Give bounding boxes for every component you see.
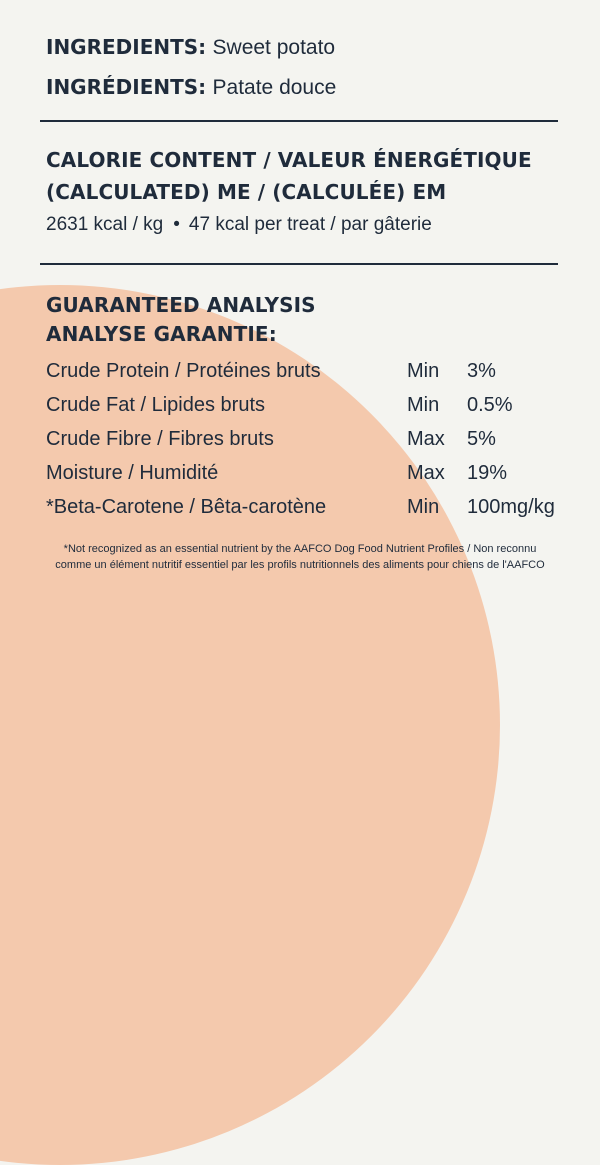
nutrient-name: Moisture / Humidité: [46, 462, 219, 484]
ingredients-french: [46, 75, 336, 100]
calorie-per-kg: 2631 kcal / kg: [46, 214, 164, 235]
nutrient-amount: 3%: [467, 360, 496, 382]
nutrient-amount: 0.5%: [467, 394, 513, 416]
calorie-values: [46, 214, 432, 236]
ingredients-value-fr: Patate douce: [212, 76, 337, 99]
section-divider: [40, 263, 558, 265]
ingredients-english: [46, 35, 335, 60]
nutrient-amount: 19%: [467, 462, 508, 484]
footnote-line2: comme un élément nutritif essentiel par les profils nutritionnels des aliments pour chiens de l'AAFCO: [55, 559, 545, 571]
calorie-per-treat: 47 kcal per treat / par gâterie: [188, 214, 432, 235]
analysis-heading-line2: ANALYSE GARANTIE:: [46, 322, 277, 346]
nutrient-min-max: Min: [407, 496, 440, 518]
nutrient-amount: 100mg/kg: [467, 496, 555, 518]
nutrient-min-max: Max: [407, 428, 445, 450]
ingredients-value-en: Sweet potato: [212, 36, 336, 59]
footnote: [20, 541, 580, 573]
calorie-heading-line2: (CALCULATED) ME / (CALCULÉE) EM: [46, 180, 447, 204]
ingredients-label-en: INGREDIENTS:: [46, 35, 207, 59]
nutrient-name: Crude Fat / Lipides bruts: [46, 394, 265, 416]
nutrient-name: *Beta-Carotene / Bêta-carotène: [46, 496, 327, 518]
analysis-heading-line1: GUARANTEED ANALYSIS: [46, 293, 316, 317]
nutrient-name: Crude Fibre / Fibres bruts: [46, 428, 274, 450]
footnote-line1: *Not recognized as an essential nutrient by the AAFCO Dog Food Nutrient Profiles / Non reconnu: [63, 543, 537, 555]
nutrient-amount: 5%: [467, 428, 496, 450]
nutrient-min-max: Min: [407, 394, 440, 416]
ingredients-label-fr: INGRÉDIENTS:: [46, 75, 207, 99]
nutrient-min-max: Min: [407, 360, 440, 382]
calorie-heading-line1: CALORIE CONTENT / VALEUR ÉNERGÉTIQUE: [46, 148, 532, 172]
nutrient-name: Crude Protein / Protéines bruts: [46, 360, 321, 382]
section-divider: [40, 120, 558, 122]
bullet-separator: •: [173, 214, 180, 235]
nutrient-min-max: Max: [407, 462, 445, 484]
